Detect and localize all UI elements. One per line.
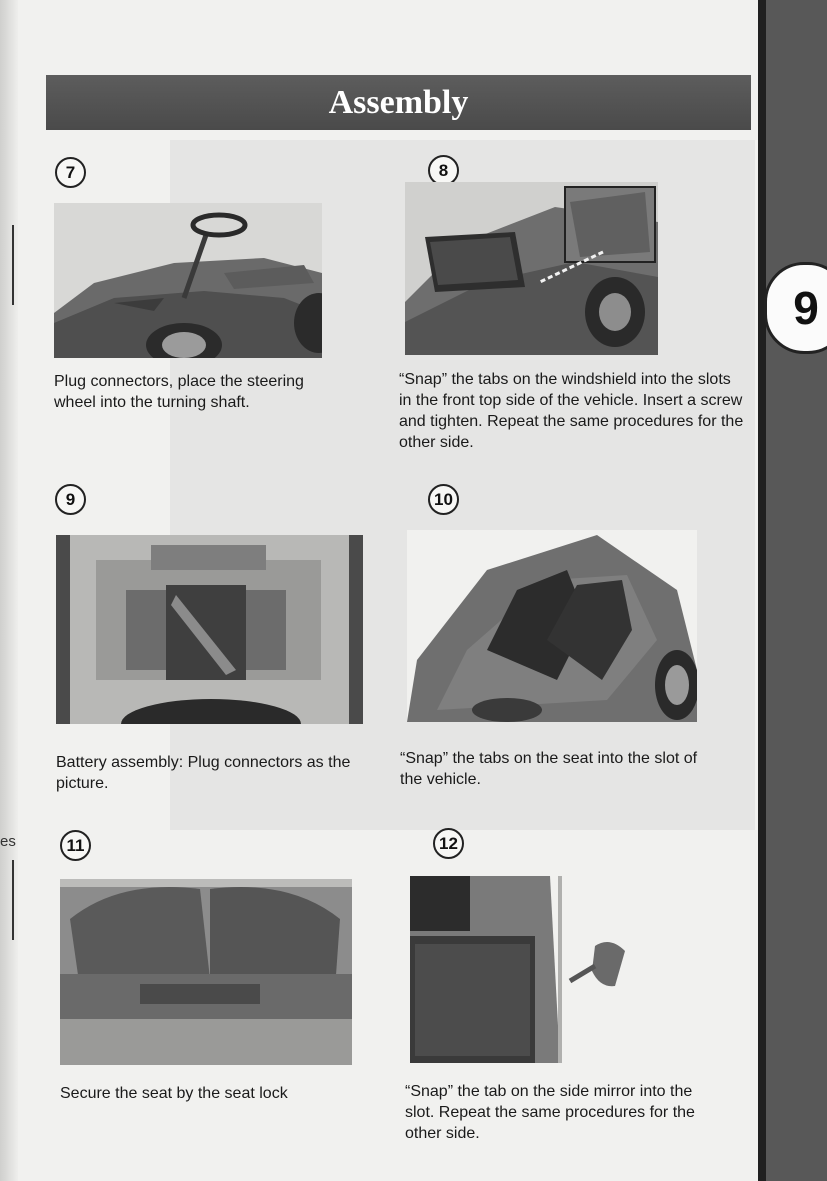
step-caption-text: Plug connectors, place the steering wheel into the turning shaft. (54, 373, 304, 411)
step-caption-text: “Snap” the tab on the side mirror into the slot. Repeat the same procedures for the other side. (405, 1083, 695, 1142)
step-number-badge: 11 (60, 830, 91, 861)
step-8-photo (405, 182, 658, 355)
step-number-badge: 7 (55, 157, 86, 188)
page-edge-bar (758, 0, 827, 1181)
step-caption-text: Secure the seat by the seat lock (60, 1085, 288, 1102)
step-12-caption (405, 1081, 715, 1144)
step-number-badge: 10 (428, 484, 459, 515)
step-number-badge: 9 (55, 484, 86, 515)
step-7-photo (54, 203, 322, 358)
step-number-badge: 12 (433, 828, 464, 859)
binding-mark (12, 225, 14, 305)
binding-mark (12, 860, 14, 940)
bleed-through-text: es (0, 833, 16, 850)
step-12-photo (410, 876, 660, 1063)
step-caption-text: “Snap” the tabs on the windshield into the slots in the front top side of the vehicle. Insert a screw and tighten. Repeat the same procedures for the other side. (399, 371, 744, 451)
step-9-photo (56, 535, 363, 724)
step-caption-text: “Snap” the tabs on the seat into the slot of the vehicle. (400, 750, 698, 788)
section-header (46, 75, 751, 130)
step-number-badge: 8 (428, 155, 459, 186)
step-10-caption (400, 748, 700, 790)
step-9-caption (56, 752, 356, 794)
step-7-caption (54, 371, 344, 413)
step-11-caption (60, 1083, 360, 1104)
step-11-photo (60, 879, 352, 1065)
step-10-photo (407, 530, 697, 722)
step-8-caption (399, 369, 744, 453)
page-edge-dark (758, 0, 766, 1181)
section-title: Assembly (328, 83, 469, 121)
page-edge-shadow (0, 0, 18, 1181)
page-number-tab: 9 (764, 262, 827, 354)
step-caption-text: Battery assembly: Plug connectors as the picture. (56, 754, 351, 792)
